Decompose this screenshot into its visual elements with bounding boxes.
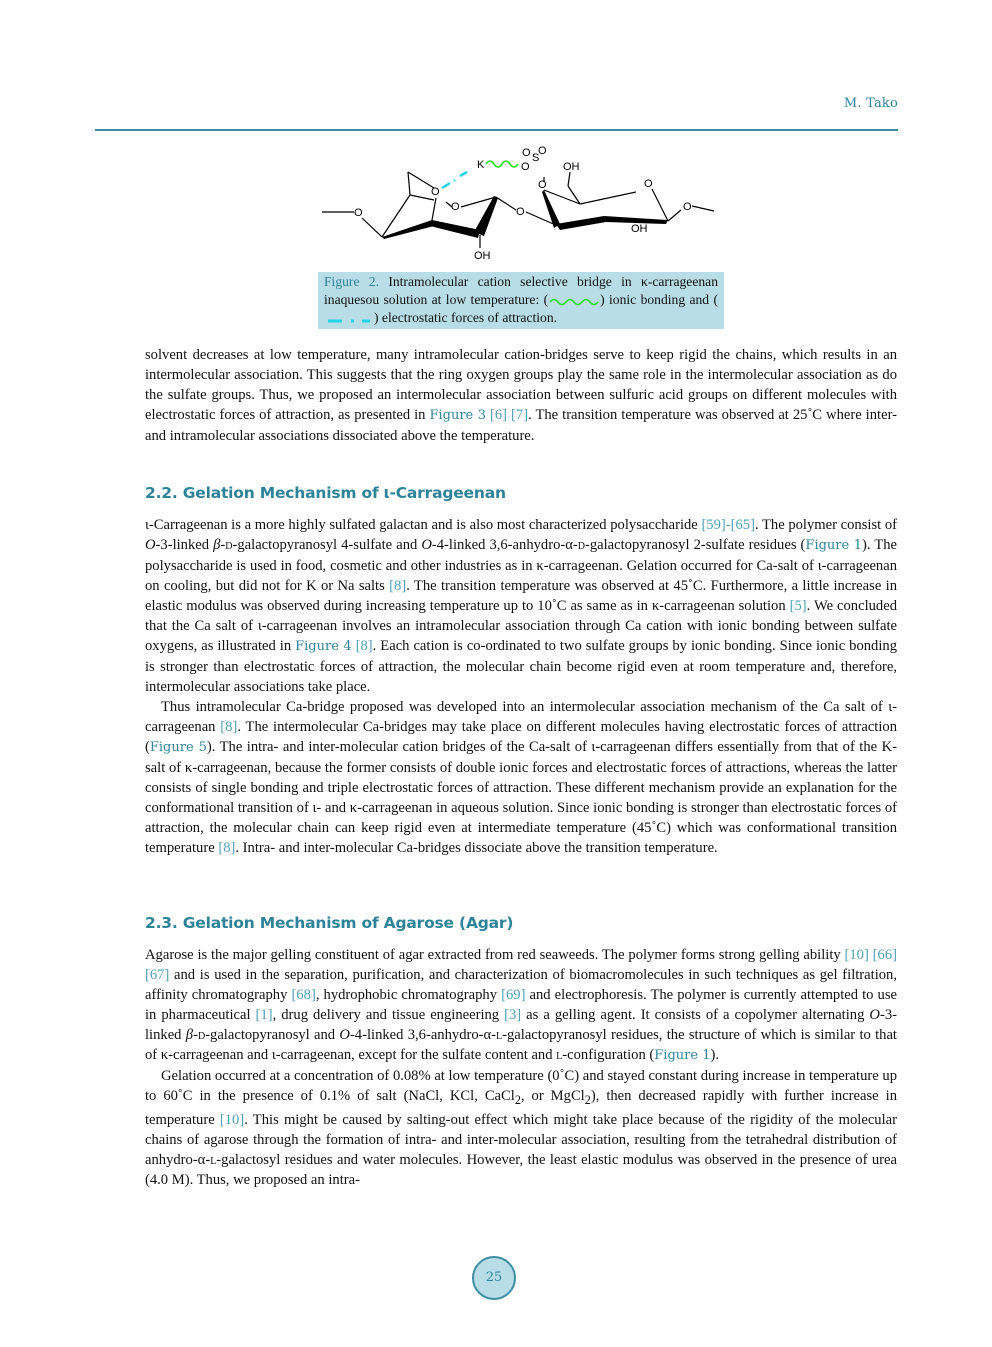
atom-o: O [521, 161, 530, 173]
bond-line [692, 206, 714, 211]
bond-line [580, 192, 636, 204]
text: . Each cation is co-ordinated to two sulfate groups by ionic bonding. Since ionic bonding is stronger than electrostatic forces of attraction, the molecular chain become rigid even at room temperature and, therefore, intermolecular associations take place. [145, 638, 897, 695]
electrostatic-attraction [442, 172, 467, 188]
section-2-2-body [145, 515, 897, 858]
text: d [197, 1027, 206, 1043]
figure-3-link[interactable]: Figure 3 [429, 408, 487, 423]
text: . The polymer consist of [754, 517, 897, 533]
text: -galactopyranosyl 2-sulfate residues ( [584, 537, 806, 553]
citation-link[interactable]: [10] [844, 947, 869, 963]
atom-s: S [532, 152, 540, 164]
text: -galactopyranosyl and [205, 1027, 340, 1043]
page-number-badge: 25 [472, 1256, 516, 1300]
atom-k: K [477, 159, 485, 171]
subscript: 2 [584, 1092, 591, 1107]
figure-2-caption [318, 272, 724, 329]
bond-line [568, 172, 570, 186]
electrostatic-dash [442, 183, 450, 188]
text: l [496, 1027, 503, 1043]
atom-o: O [354, 207, 363, 219]
text: . We concluded that the Ca salt of ι-carrageenan involves an intramolecular association through Ca cation with ionic bonding between sulfate oxygens, as illustrated in [145, 598, 897, 654]
figure-1-link[interactable]: Figure 1 [805, 538, 863, 553]
citation-link[interactable]: [6] [490, 407, 508, 423]
wedge-bond [556, 216, 606, 230]
text: l [210, 1151, 217, 1168]
text: . The intermolecular Ca-bridges may take place on different molecules having electrostatic forces of attraction ( [145, 719, 897, 755]
text: , hydrophobic chromatography [315, 987, 502, 1003]
text: β [213, 537, 221, 553]
atom-oh: OH [474, 250, 491, 262]
electrostatic-dash [460, 172, 467, 176]
header-rule [95, 129, 898, 131]
citation-link[interactable]: [1] [255, 1007, 273, 1023]
atom-oh: OH [563, 161, 580, 173]
text: - [193, 1027, 198, 1043]
citation-link[interactable]: [8] [218, 840, 236, 856]
atom-o: O [431, 186, 440, 198]
running-head-author: M. Tako [843, 96, 898, 111]
citation-link[interactable]: [3] [504, 1007, 522, 1023]
section-heading-2-3: 2.3. Gelation Mechanism of Agarose (Agar) [145, 914, 514, 932]
figure-5-link[interactable]: Figure 5 [149, 740, 207, 755]
text: solvent decreases at low temperature, many intramolecular cation-bridges serve to keep rigid the chains, which results in an intermolecular association. This suggests that the ring oxygen groups play the same role in the intermolecular association as do the sulfate groups. Thus, we proposed an intermolecular association between sulfuric acid groups on different molecules with electrostatic forces of attraction, as presented in [145, 347, 897, 423]
chemical-structure-diagram [318, 140, 728, 270]
citation-link[interactable]: [69] [501, 987, 526, 1003]
text: . The transition temperature was observed at 45˚C. Furthermore, a little increase in elastic modulus was observed during increasing temperature up to 10˚C as same as in κ-carrageenan solution [145, 578, 898, 614]
bond-line [432, 198, 436, 220]
text: , or MgCl [520, 1088, 585, 1104]
text: ), then decreased rapidly with further increase in temperature [145, 1088, 897, 1128]
bond-line [408, 172, 410, 195]
paragraph-intro [145, 345, 897, 446]
text: . The transition temperature was observed at 25˚C where inter- and intramolecular associations dissociated above the temperature. [145, 407, 897, 444]
ionic-bond-legend-icon [548, 296, 600, 306]
wedge-bonds [382, 190, 668, 239]
atom-o: O [451, 201, 460, 213]
text: . Intra- and inter-molecular Ca-bridges dissociate above the transition temperature. [235, 840, 718, 856]
text: -galactosyl residues and water molecules. However, the least elastic modulus was observed in the presence of urea (4.0 M). Thus, we proposed an intra- [145, 1151, 897, 1188]
text: -4-linked 3,6-anhydro-α- [431, 537, 578, 553]
text: as a gelling agent. It consists of a copolymer alternating [521, 1007, 870, 1023]
text: -galactopyranosyl residues, the structure of which is similar to that of κ-carrageenan and ι-carrageenan, except for the sulfate content and [145, 1027, 897, 1063]
text: and is used in the separation, purification, and characterization of biomacromolecules in such techniques as gel filtration, affinity chromatography [145, 967, 897, 1003]
atom-o: O [644, 178, 653, 190]
text: O [869, 1007, 880, 1023]
text: Thus intramolecular Ca-bridge proposed was developed into an intermolecular association mechanism of the Ca salt of ι-carrageenan [145, 699, 897, 735]
wedge-bond [382, 220, 434, 239]
electrostatic-dot [454, 180, 455, 181]
ionic-bond-wave [486, 161, 518, 167]
citation-link[interactable]: [5] [789, 598, 807, 614]
section-heading-2-2: 2.2. Gelation Mechanism of ι-Carrageenan [145, 484, 506, 502]
text: -3-linked [155, 537, 214, 553]
atom-o: O [683, 201, 692, 213]
text: . This might be caused by salting-out effect which might take place because of the rigidity of the molecular chains of agarose through the formation of intra- and inter-molecular association, resulting from the tetrahedral distribution of anhydro-α- [145, 1111, 897, 1168]
subscript: 2 [514, 1092, 521, 1107]
text: , drug delivery and tissue engineering [272, 1007, 505, 1023]
citation-link[interactable]: [8] [355, 638, 373, 654]
citation-link[interactable]: [67] [145, 967, 170, 983]
text: -configuration ( [562, 1047, 655, 1063]
citation-link[interactable]: [8] [389, 578, 407, 594]
text: O [421, 537, 432, 553]
text: and electrophoresis. The polymer is currently attempted to use in pharmaceutical [145, 987, 898, 1023]
text: Agarose is the major gelling constituent of agar extracted from red seaweeds. The polymer forms strong gelling ability [145, 947, 845, 963]
citation-link[interactable]: [66] [872, 947, 897, 963]
citation-link[interactable]: [59]-[65] [701, 517, 755, 533]
text: O [145, 537, 156, 553]
text: l [556, 1047, 563, 1063]
caption-text: ) electrostatic forces of attraction. [374, 310, 558, 325]
text: d [225, 537, 233, 553]
bond-line [668, 210, 681, 221]
caption-text: ) ionic bonding and ( [600, 292, 718, 307]
text: O [339, 1027, 350, 1043]
bond-line [362, 218, 382, 237]
figure-label: Figure 2. [324, 274, 380, 289]
text: d [577, 537, 585, 553]
bond-line [496, 197, 516, 210]
citation-link[interactable]: [68] [291, 987, 316, 1003]
figure-1-link[interactable]: Figure 1 [654, 1048, 711, 1063]
citation-link[interactable]: [8] [220, 719, 238, 735]
text: ). The polysaccharide is used in food, cosmetic and other industries as in κ-carrageenan. Gelation occurred for Ca-salt of ι-carrageenan on cooling, but did not for K or Na salts [145, 537, 898, 594]
atom-oh: OH [631, 223, 648, 235]
bond-line [652, 189, 668, 221]
text: -galactopyranosyl 4-sulfate and [232, 537, 422, 553]
text: Gelation occurred at a concentration of 0.08% at low temperature (0˚C) and stayed constant during increase in temperature up to 60˚C in the presence of 0.1% of salt (NaCl, KCl, CaCl [145, 1068, 897, 1104]
text: ι-Carrageenan is a more highly sulfated galactan and is also most characterized polysaccharide [145, 517, 702, 533]
text: ). [710, 1047, 719, 1063]
text: -3-linked [145, 1007, 897, 1043]
text: -4-linked 3,6-anhydro-α- [349, 1027, 497, 1043]
section-2-3-body [145, 945, 897, 1190]
atom-o: O [538, 145, 547, 157]
text: ). The intra- and inter-molecular cation bridges of the Ca-salt of ι-carrageenan differs essentially from that of the K-salt of κ-carrageenan, because the former consists of double ionic forces and electrostatic forces of attractions, whereas the latter consists of single bonding and triple electrostatic forces of attraction. These different mechanism provide an explanation for the conformational transition of ι- and κ-carrageenan in aqueous solution. Since ionic bonding is stronger than electrostatic forces of attraction, the molecular chain can keep rigid even at intermediate temperature (45˚C) which was conformational transition temperature [145, 739, 897, 856]
electrostatic-legend-icon [324, 314, 374, 324]
wedge-bond [430, 220, 480, 238]
atom-o: O [516, 206, 525, 218]
citation-link[interactable]: [10] [219, 1111, 245, 1128]
figure-4-link[interactable]: Figure 4 [295, 639, 352, 654]
caption-text: Intramolecular cation selective bridge in κ-carrageenan inaquesou solution at low temperature: ( [324, 274, 718, 307]
text: β [185, 1027, 194, 1043]
text: - [220, 537, 226, 553]
atom-o: O [538, 179, 547, 191]
atom-o: O [522, 147, 531, 159]
citation-link[interactable]: [7] [511, 407, 529, 423]
